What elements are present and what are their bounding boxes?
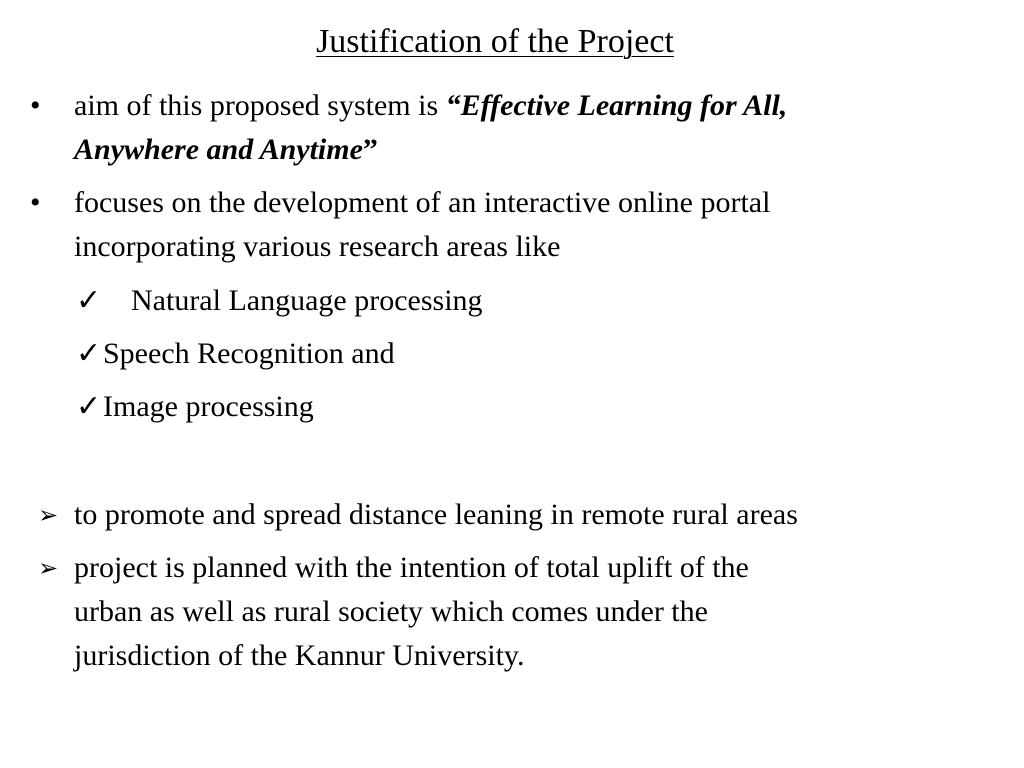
bullet-marker: • [30, 186, 41, 219]
bullet-aim-emphasis-cont: Anywhere and Anytime [74, 133, 363, 166]
checkmark-icon: ✓ [76, 337, 102, 370]
check-item-speech: Speech Recognition and [103, 337, 395, 370]
arrow-item-uplift-line-2: urban as well as rural society which comes under the [74, 595, 708, 628]
bullet-aim-emphasis: “Effective Learning for All, [445, 89, 788, 122]
arrow-bullet-icon: ➢ [38, 554, 59, 582]
bullet-focus-line-1: focuses on the development of an interactive online portal [74, 186, 771, 219]
arrow-item-uplift-line-3: jurisdiction of the Kannur University. [74, 639, 525, 672]
bullet-aim-line-1 [74, 84, 787, 128]
bullet-aim-line-2 [74, 128, 378, 172]
arrow-item-uplift-line-1: project is planned with the intention of total uplift of the [74, 551, 749, 584]
check-item-nlp: Natural Language processing [131, 284, 483, 317]
arrow-item-promote: to promote and spread distance leaning in remote rural areas [74, 498, 798, 531]
checkmark-icon: ✓ [76, 284, 102, 317]
bullet-marker: • [30, 89, 41, 122]
slide-title: Justification of the Project [316, 23, 674, 60]
bullet-aim-text: aim of this proposed system is [74, 89, 446, 122]
arrow-bullet-icon: ➢ [38, 501, 59, 529]
checkmark-icon: ✓ [76, 390, 102, 423]
check-item-image: Image processing [103, 390, 314, 423]
bullet-focus-line-2: incorporating various research areas like [74, 230, 561, 263]
bullet-aim-close-quote: ” [362, 133, 378, 166]
